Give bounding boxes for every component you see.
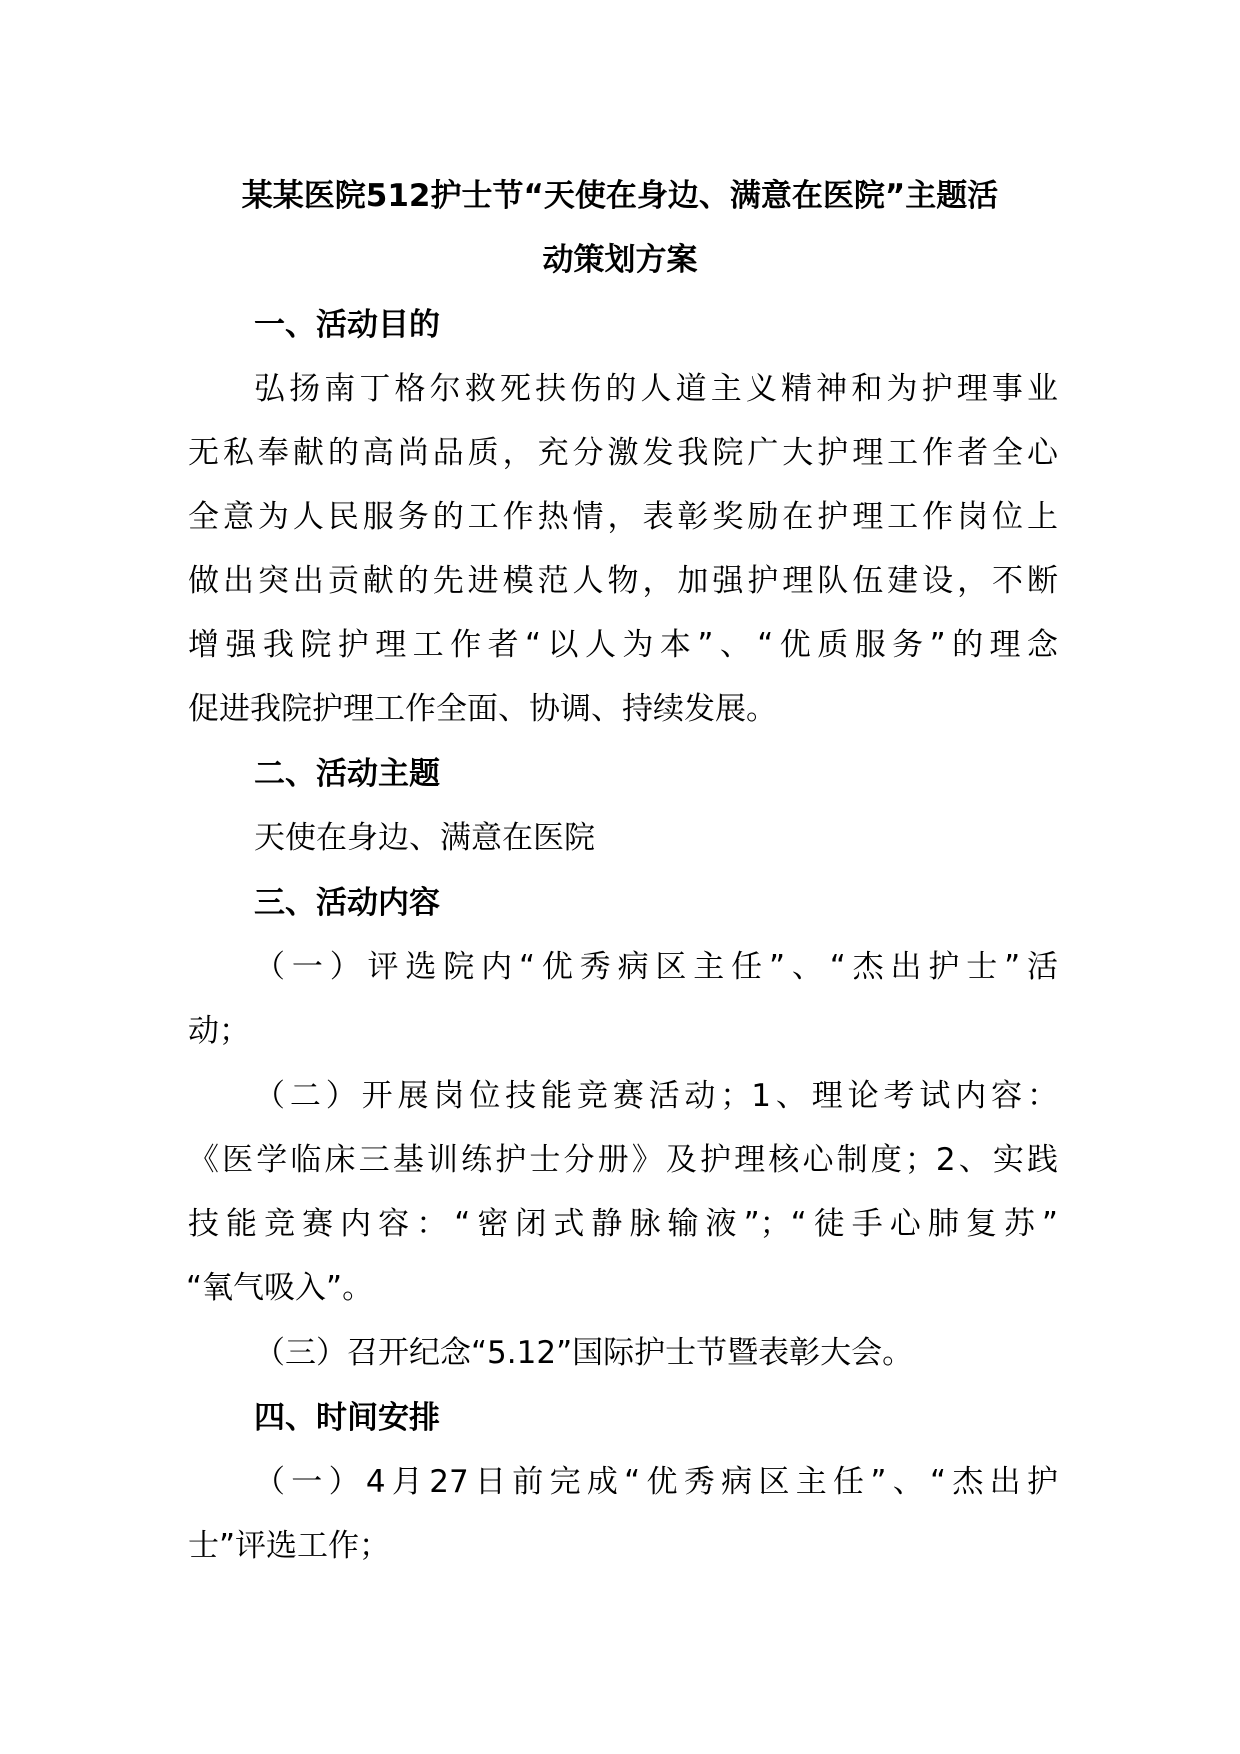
- document-title-line-2: 动策划方案: [542, 242, 698, 278]
- paragraph-line: 弘扬南丁格尔救死扶伤的人道主义精神和为护理事业: [254, 371, 1058, 407]
- section-heading-purpose: 一、活动目的: [254, 307, 440, 343]
- paragraph-line: 增强我院护理工作者“以人为本”、“优质服务”的理念: [188, 627, 1058, 663]
- paragraph-line: 无私奉献的高尚品质，充分激发我院广大护理工作者全心: [188, 435, 1058, 471]
- paragraph-line: 技能竞赛内容：“密闭式静脉输液”；“徒手心肺复苏”: [188, 1206, 1058, 1242]
- paragraph-line: 促进我院护理工作全面、协调、持续发展。: [188, 691, 777, 727]
- section-heading-content: 三、活动内容: [254, 885, 440, 921]
- paragraph-line: 《医学临床三基训练护士分册》及护理核心制度；2、实践: [188, 1142, 1058, 1178]
- paragraph-line: 全意为人民服务的工作热情，表彰奖励在护理工作岗位上: [188, 499, 1058, 535]
- paragraph-line: 士”评选工作；: [188, 1528, 391, 1564]
- section-heading-theme: 二、活动主题: [254, 756, 440, 792]
- document-title-line-1: 某某医院512护士节“天使在身边、满意在医院”主题活: [241, 178, 999, 214]
- paragraph-line: （一）评选院内“优秀病区主任”、“杰出护士”活: [254, 949, 1058, 985]
- paragraph-line: “氧气吸入”。: [186, 1270, 374, 1306]
- paragraph-line: （三）召开纪念“5.12”国际护士节暨表彰大会。: [254, 1335, 914, 1371]
- paragraph-line: （一）4月27日前完成“优秀病区主任”、“杰出护: [254, 1464, 1058, 1500]
- paragraph-line: 做出突出贡献的先进模范人物，加强护理队伍建设，不断: [188, 563, 1058, 599]
- section-heading-schedule: 四、时间安排: [254, 1400, 440, 1436]
- paragraph-line: （二）开展岗位技能竞赛活动；1、理论考试内容：: [254, 1078, 1058, 1114]
- theme-text: 天使在身边、满意在医院: [254, 820, 595, 856]
- paragraph-line: 动；: [188, 1013, 250, 1049]
